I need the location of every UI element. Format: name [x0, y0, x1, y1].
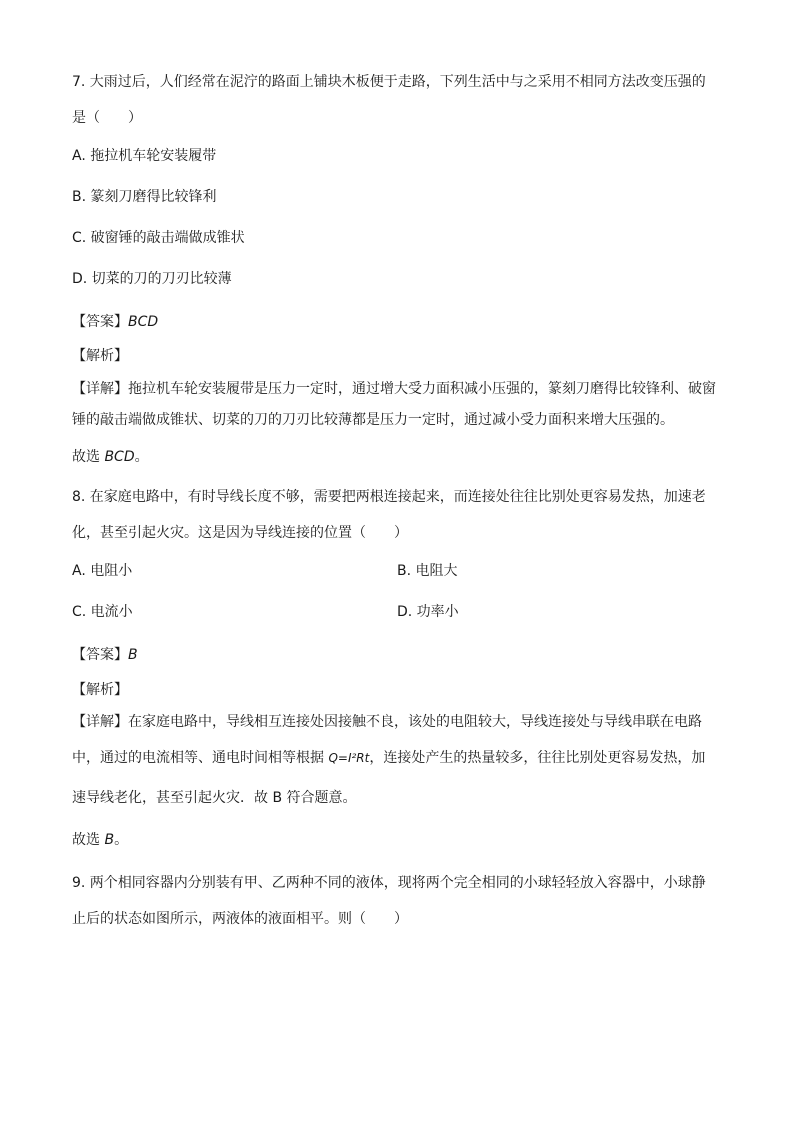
q8-stem-line1: 8. 在家庭电路中，有时导线长度不够，需要把两根连接起来，而连接处往往比别处更容易发热，加速老	[72, 489, 706, 505]
q8-option-a: A. 电阻小	[72, 563, 133, 579]
q8-conclusion-value: B	[104, 832, 115, 848]
q8-detail-label: 【详解】	[72, 714, 128, 730]
q7-conclusion	[72, 447, 149, 467]
q8-answer-label: 【答案】	[72, 647, 128, 663]
q7-stem-line2: 是（ ）	[72, 110, 142, 126]
q7-conclusion-value: BCD	[104, 449, 135, 465]
q8-conclusion-suffix: 。	[114, 832, 129, 848]
q8-answer-value: B	[128, 647, 138, 663]
q8-detail-line2	[72, 748, 705, 768]
q7-conclusion-prefix: 故选	[72, 449, 105, 465]
q8-stem-line2: 化，甚至引起火灾。这是因为导线连接的位置（ ）	[72, 525, 408, 541]
q7-option-d: D. 切菜的刀的刀刃比较薄	[72, 271, 232, 287]
q7-stem-line1: 7. 大雨过后，人们经常在泥泞的路面上铺块木板便于走路，下列生活中与之采用不相同方法改变压强的	[72, 74, 706, 90]
q7-answer-label: 【答案】	[72, 314, 128, 330]
q7-analysis-label: 【解析】	[72, 348, 128, 364]
q8-conclusion	[72, 830, 128, 850]
q7-detail-label: 【详解】	[72, 381, 128, 397]
q8-answer	[72, 645, 138, 665]
q7-option-b: B. 篆刻刀磨得比较锋利	[72, 189, 217, 205]
q7-detail-line2: 锤的敲击端做成锥状、切菜的刀的刀刃比较薄都是压力一定时，通过减小受力面积来增大压强的。	[72, 412, 674, 428]
q8-option-c: C. 电流小	[72, 604, 133, 620]
q8-detail-line3: 速导线老化，甚至引起火灾．故 B 符合题意。	[72, 790, 357, 806]
q7-conclusion-suffix: 。	[134, 449, 149, 465]
q8-conclusion-prefix: 故选	[72, 832, 105, 848]
q8-option-b: B. 电阻大	[397, 563, 458, 579]
q8-formula: Q=I²Rt	[328, 751, 370, 765]
q8-option-d: D. 功率小	[397, 604, 459, 620]
q7-option-c: C. 破窗锤的敲击端做成锥状	[72, 230, 245, 246]
q8-detail-line1	[72, 712, 702, 732]
q8-detail-text1: 在家庭电路中，导线相互连接处因接触不良，该处的电阻较大，导线连接处与导线串联在电路	[128, 714, 702, 730]
q9-stem-line2: 止后的状态如图所示，两液体的液面相平。则（ ）	[72, 911, 408, 927]
q8-detail-text2a: 中，通过的电流相等、通电时间相等根据	[72, 750, 329, 766]
q8-detail-text2b: ，连接处产生的热量较多，往往比别处更容易发热，加	[369, 750, 706, 766]
q8-analysis-label: 【解析】	[72, 682, 128, 698]
q7-option-a: A. 拖拉机车轮安装履带	[72, 148, 217, 164]
q7-answer-value: BCD	[128, 314, 159, 330]
q7-detail-text1: 拖拉机车轮安装履带是压力一定时，通过增大受力面积减小压强的，篆刻刀磨得比较锋利、破窗	[128, 381, 716, 397]
q9-stem-line1: 9. 两个相同容器内分别装有甲、乙两种不同的液体，现将两个完全相同的小球轻轻放入容器中，小球静	[72, 875, 706, 891]
q7-detail-line1	[72, 379, 716, 399]
q7-answer	[72, 312, 158, 332]
